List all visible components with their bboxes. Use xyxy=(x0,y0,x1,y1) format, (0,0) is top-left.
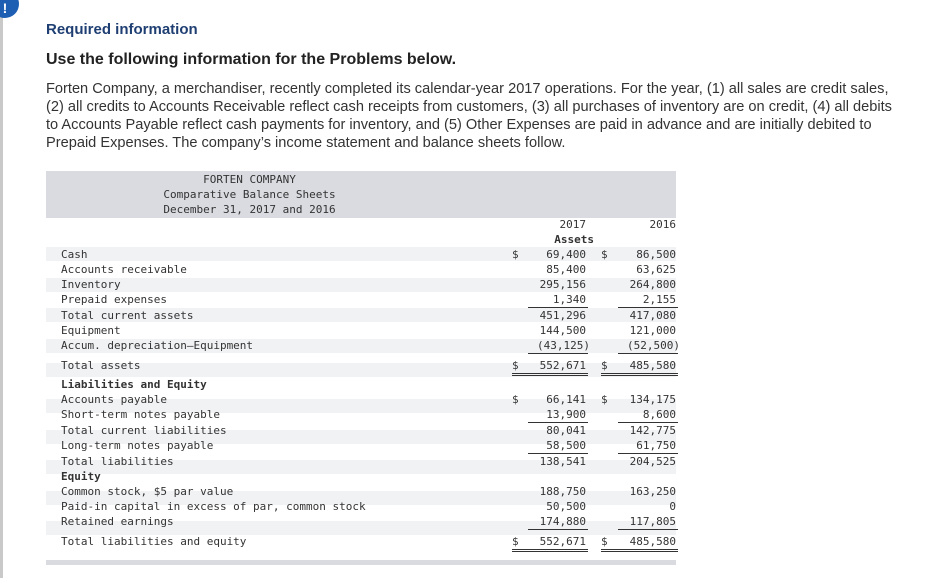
row-label-retained-earnings: Retained earnings xyxy=(61,515,174,528)
underline xyxy=(528,529,588,530)
row-label-total-liabilities-equity: Total liabilities and equity xyxy=(61,535,247,548)
left-border xyxy=(0,0,3,578)
column-header-2017: 2017 xyxy=(559,218,586,231)
double-underline xyxy=(601,551,678,552)
double-underline xyxy=(601,375,678,376)
dollar-sign: $ xyxy=(601,248,608,261)
dollar-sign: $ xyxy=(601,359,608,372)
required-information-title: Required information xyxy=(46,21,198,38)
row-label-long-term-notes: Long-term notes payable xyxy=(61,439,214,452)
alert-icon: ! xyxy=(0,0,19,18)
dollar-sign: $ xyxy=(512,359,519,372)
dollar-sign: $ xyxy=(601,535,608,548)
double-underline xyxy=(512,549,588,550)
dollar-sign: $ xyxy=(512,535,519,548)
double-underline xyxy=(601,549,678,550)
underline xyxy=(618,453,678,454)
accounts-payable-2016: 134,175 xyxy=(629,393,676,406)
problem-description: Forten Company, a merchandiser, recently completed its calendar-year 2017 operations. For the year, (1) all sales are credit sales, (2) all credits to Accounts Receivable reflect cash receipts from customers, (3) all purchases of inventory are on credit, (4) all debits to Accounts Payable reflect cash payments for inventory, and (5) Other Expenses are paid in advance and are initially debited to Prepaid Expenses. The company’s income statement and balance sheets follow. xyxy=(46,81,892,151)
row-label-accounts-receivable: Accounts receivable xyxy=(61,263,187,276)
inventory-2016: 264,800 xyxy=(629,278,676,291)
row-label-common-stock: Common stock, $5 par value xyxy=(61,485,234,498)
row-label-total-current-assets: Total current assets xyxy=(61,309,194,322)
liabilities-equity-heading: Liabilities and Equity xyxy=(61,378,207,391)
total-liabilities-equity-2017: 552,671 xyxy=(539,535,586,548)
accum-depreciation-2017: (43,125) xyxy=(537,339,590,352)
long-term-notes-2017: 58,500 xyxy=(546,439,586,452)
row-label-total-liabilities: Total liabilities xyxy=(61,455,174,468)
underline xyxy=(528,307,588,308)
retained-earnings-2016: 117,805 xyxy=(629,515,676,528)
total-current-assets-2017: 451,296 xyxy=(539,309,586,322)
long-term-notes-2016: 61,750 xyxy=(636,439,676,452)
row-label-equipment: Equipment xyxy=(61,324,121,337)
balance-sheet-table xyxy=(46,171,680,566)
inventory-2017: 295,156 xyxy=(539,278,586,291)
equipment-2017: 144,500 xyxy=(539,324,586,337)
dollar-sign: $ xyxy=(512,248,519,261)
table-bottom-rule xyxy=(46,560,676,565)
paid-in-capital-2016: 0 xyxy=(669,500,676,513)
paid-in-capital-2017: 50,500 xyxy=(546,500,586,513)
row-label-cash: Cash xyxy=(61,248,88,261)
underline xyxy=(528,422,588,423)
short-term-notes-2016: 8,600 xyxy=(642,408,676,421)
prepaid-expenses-2016: 2,155 xyxy=(642,293,676,306)
cash-2017: 69,400 xyxy=(546,248,586,261)
row-label-prepaid-expenses: Prepaid expenses xyxy=(61,293,167,306)
common-stock-2016: 163,250 xyxy=(629,485,676,498)
row-label-accum-depreciation: Accum. depreciation–Equipment xyxy=(61,339,254,352)
double-underline xyxy=(601,373,678,374)
prepaid-expenses-2017: 1,340 xyxy=(552,293,586,306)
underline xyxy=(618,353,678,354)
total-current-assets-2016: 417,080 xyxy=(629,309,676,322)
row-label-total-current-liabilities: Total current liabilities xyxy=(61,424,227,437)
cash-2016: 86,500 xyxy=(636,248,676,261)
dollar-sign: $ xyxy=(512,393,519,406)
statement-title: Comparative Balance Sheets xyxy=(163,188,336,201)
row-label-short-term-notes: Short-term notes payable xyxy=(61,408,220,421)
total-liabilities-equity-2016: 485,580 xyxy=(629,535,676,548)
short-term-notes-2017: 13,900 xyxy=(546,408,586,421)
assets-heading: Assets xyxy=(554,233,594,246)
statement-date: December 31, 2017 and 2016 xyxy=(163,203,336,216)
total-liabilities-2017: 138,541 xyxy=(539,455,586,468)
underline xyxy=(618,307,678,308)
row-label-paid-in-capital: Paid-in capital in excess of par, common stock xyxy=(61,500,366,513)
accounts-payable-2017: 66,141 xyxy=(546,393,586,406)
total-current-liabilities-2017: 80,041 xyxy=(546,424,586,437)
underline xyxy=(528,353,588,354)
equipment-2016: 121,000 xyxy=(629,324,676,337)
column-header-2016: 2016 xyxy=(649,218,676,231)
dollar-sign: $ xyxy=(601,393,608,406)
double-underline xyxy=(512,551,588,552)
company-name: FORTEN COMPANY xyxy=(203,173,296,186)
accounts-receivable-2017: 85,400 xyxy=(546,263,586,276)
total-assets-2017: 552,671 xyxy=(539,359,586,372)
accum-depreciation-2016: (52,500) xyxy=(627,339,680,352)
total-current-liabilities-2016: 142,775 xyxy=(629,424,676,437)
underline xyxy=(618,529,678,530)
problem-subheading: Use the following information for the Problems below. xyxy=(46,51,457,68)
row-label-total-assets: Total assets xyxy=(61,359,141,372)
underline xyxy=(528,453,588,454)
row-label-accounts-payable: Accounts payable xyxy=(61,393,167,406)
equity-heading: Equity xyxy=(61,470,101,483)
total-liabilities-2016: 204,525 xyxy=(629,455,676,468)
double-underline xyxy=(512,373,588,374)
underline xyxy=(618,422,678,423)
retained-earnings-2017: 174,880 xyxy=(539,515,586,528)
accounts-receivable-2016: 63,625 xyxy=(636,263,676,276)
total-assets-2016: 485,580 xyxy=(629,359,676,372)
double-underline xyxy=(512,375,588,376)
common-stock-2017: 188,750 xyxy=(539,485,586,498)
row-label-inventory: Inventory xyxy=(61,278,121,291)
